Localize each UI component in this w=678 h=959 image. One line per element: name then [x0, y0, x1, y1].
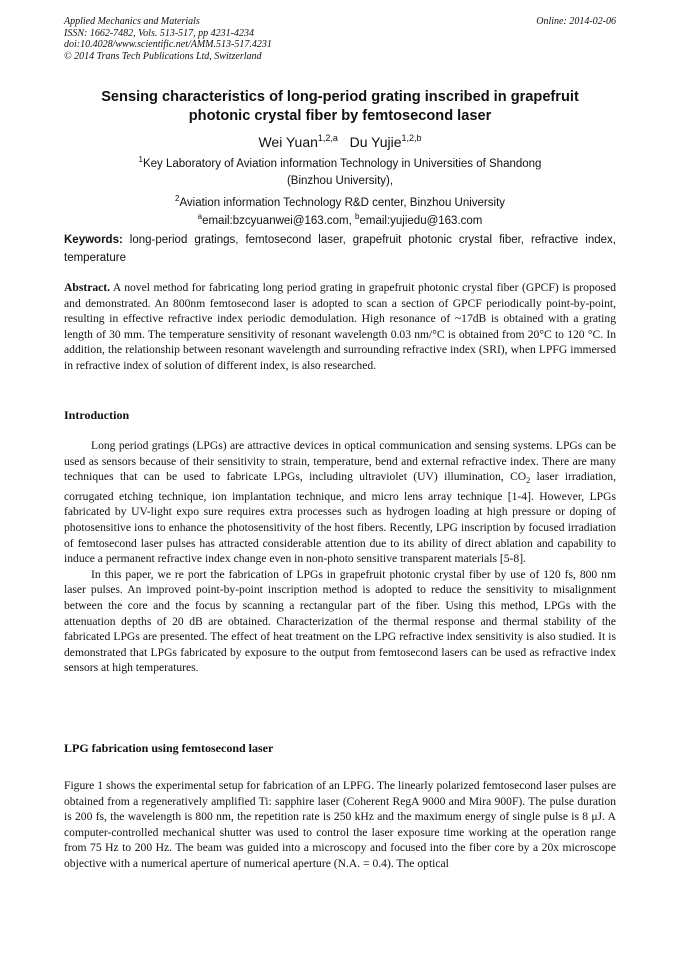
author-1-affil-mark: 1,2,a [317, 133, 338, 143]
keywords-label: Keywords: [64, 234, 123, 246]
copyright-line: © 2014 Trans Tech Publications Ltd, Switzerland [64, 50, 262, 62]
fabrication-paragraph-1: Figure 1 shows the experimental setup for fabrication of an LPFG. The linearly polarized femtosecond laser pulses are obtained from a regeneratively amplified Ti: sapphire laser (Coherent RegA 9000 and Mira 900F). The pulse duration is 200 fs, the wavelength is 800 nm, the repetition rate is 250 kHz and the maximum energy of single pulse is 8 μJ. A computer-controlled mechanical shutter was used to control the laser exposure time working at the operation range from 75 Hz to 200 Hz. The beam was guided into a microscopy and focused into the fiber core by a 20x microscope objective with a numerical aperture of numerical aperture (N.A. = 0.4). The optical [64, 779, 616, 870]
introduction-p1-part-a: Long period gratings (LPGs) are attractive devices in optical communication and sensing systems. LPGs can be used as sensors because of their sensitivity to strain, temperature, bend and external refractive index. There are many techniques that can be used to fabricate LPGs, including ultraviolet (UV) illumination, CO [64, 439, 616, 484]
email-a-mark: a [197, 212, 203, 221]
online-date: Online: 2014-02-06 [536, 16, 616, 27]
affiliation-1-line-1: Key Laboratory of Aviation information Technology in Universities of Shandong [142, 158, 542, 170]
affiliation-2-text: Aviation information Technology R&D center, Binzhou University [179, 197, 506, 209]
affiliation-2 [64, 192, 616, 210]
abstract [64, 280, 616, 374]
introduction-paragraph-2: In this paper, we re port the fabrication of LPGs in grapefruit photonic crystal fiber by use of 120 fs, 800 nm laser pulses. An improved point-by-point inscription method is adopted to reduce the sensitivity to misalignment between the core and the focus by scanning a rectangular part of the fiber. Using this method, LPGs with the attenuation depths of 20 dB are obtained. Characterization of the thermal response and thermal stability of the fabricated LPGs are presented. The effect of heat treatment on the LPG refractive index sensitivity is also studied. It is demonstrated that LPGs fabricated by exposure to the output from femtosecond lasers can be used as refractive index sensors at high temperatures. [64, 567, 616, 675]
affiliation-1-mark: 1 [138, 155, 143, 164]
title-line-1: Sensing characteristics of long-period grating inscribed in grapefruit [101, 89, 579, 105]
author-2-affil-mark: 1,2,b [401, 133, 422, 143]
affiliation-1 [64, 153, 616, 171]
introduction-p1-part-b: laser irradiation, corrugated etching technique, ion implantation technique, and micro lens array technique [1-4]. However, LPGs fabricated by UV-light expo sure requires extra processes such as hydrogen loading at high pressure or doping of photosensitive ions to enhance the photosensitivity of the host fibers. Recently, LPG inscription by focused irradiation of femtosecond laser pulses has attracted considerable attention due to its ability of direct ablation and capability to induce a permanent refractive index change even in non-photo sensitive transparent materials [5-8]. [64, 470, 617, 566]
author-list [64, 129, 616, 151]
abstract-label: Abstract. [64, 281, 111, 294]
paper-title [64, 88, 616, 125]
author-1-name: Wei Yuan [258, 134, 318, 150]
author-2-name: Du Yujie [349, 134, 402, 150]
affiliation-2-mark: 2 [174, 194, 180, 203]
keywords [64, 232, 616, 268]
keywords-text: long-period gratings, femtosecond laser, grapefruit photonic crystal fiber, refractive index, temperature [64, 234, 616, 264]
journal-header [64, 16, 616, 62]
journal-name: Applied Mechanics and Materials [64, 16, 200, 27]
co2-subscript: 2 [526, 476, 531, 486]
title-line-2: photonic crystal fiber by femtosecond laser [188, 107, 492, 124]
issn-line: ISSN: 1662-7482, Vols. 513-517, pp 4231-4234 [64, 27, 254, 39]
introduction-heading: Introduction [64, 408, 130, 422]
affiliation-1-line-2: (Binzhou University), [286, 175, 394, 187]
abstract-text: A novel method for fabricating long period grating in grapefruit photonic crystal fiber (GPCF) is proposed and demonstrated. An 800nm femtosecond laser is adopted to scan a section of GPCF periodically point-by-point, resulting in effective refractive index periodic demodulation. High resonance of ~17dB is obtained with a grating length of 30 mm. The temperature sensitivity of resonant wavelength 0.03 nm/°C is obtained from 20°C to 120 °C. In addition, the relationship between resonant wavelength and surrounding refractive index (SRI), when LPFG immersed in refractive index of solution of different index, is also researched. [64, 281, 616, 372]
fabrication-body [64, 778, 616, 872]
affiliation-1-cont [64, 174, 616, 188]
doi-line[interactable]: doi:10.4028/www.scientific.net/AMM.513-517.4231 [64, 39, 272, 50]
email-line [64, 210, 616, 228]
introduction-paragraph-1 [64, 438, 616, 567]
email-b[interactable]: email:yujiedu@163.com [359, 215, 483, 227]
fabrication-heading: LPG fabrication using femtosecond laser [64, 741, 274, 755]
introduction-body [64, 438, 616, 676]
email-b-mark: b [355, 212, 360, 221]
email-a[interactable]: email:bzcyuanwei@163.com, [202, 215, 356, 227]
